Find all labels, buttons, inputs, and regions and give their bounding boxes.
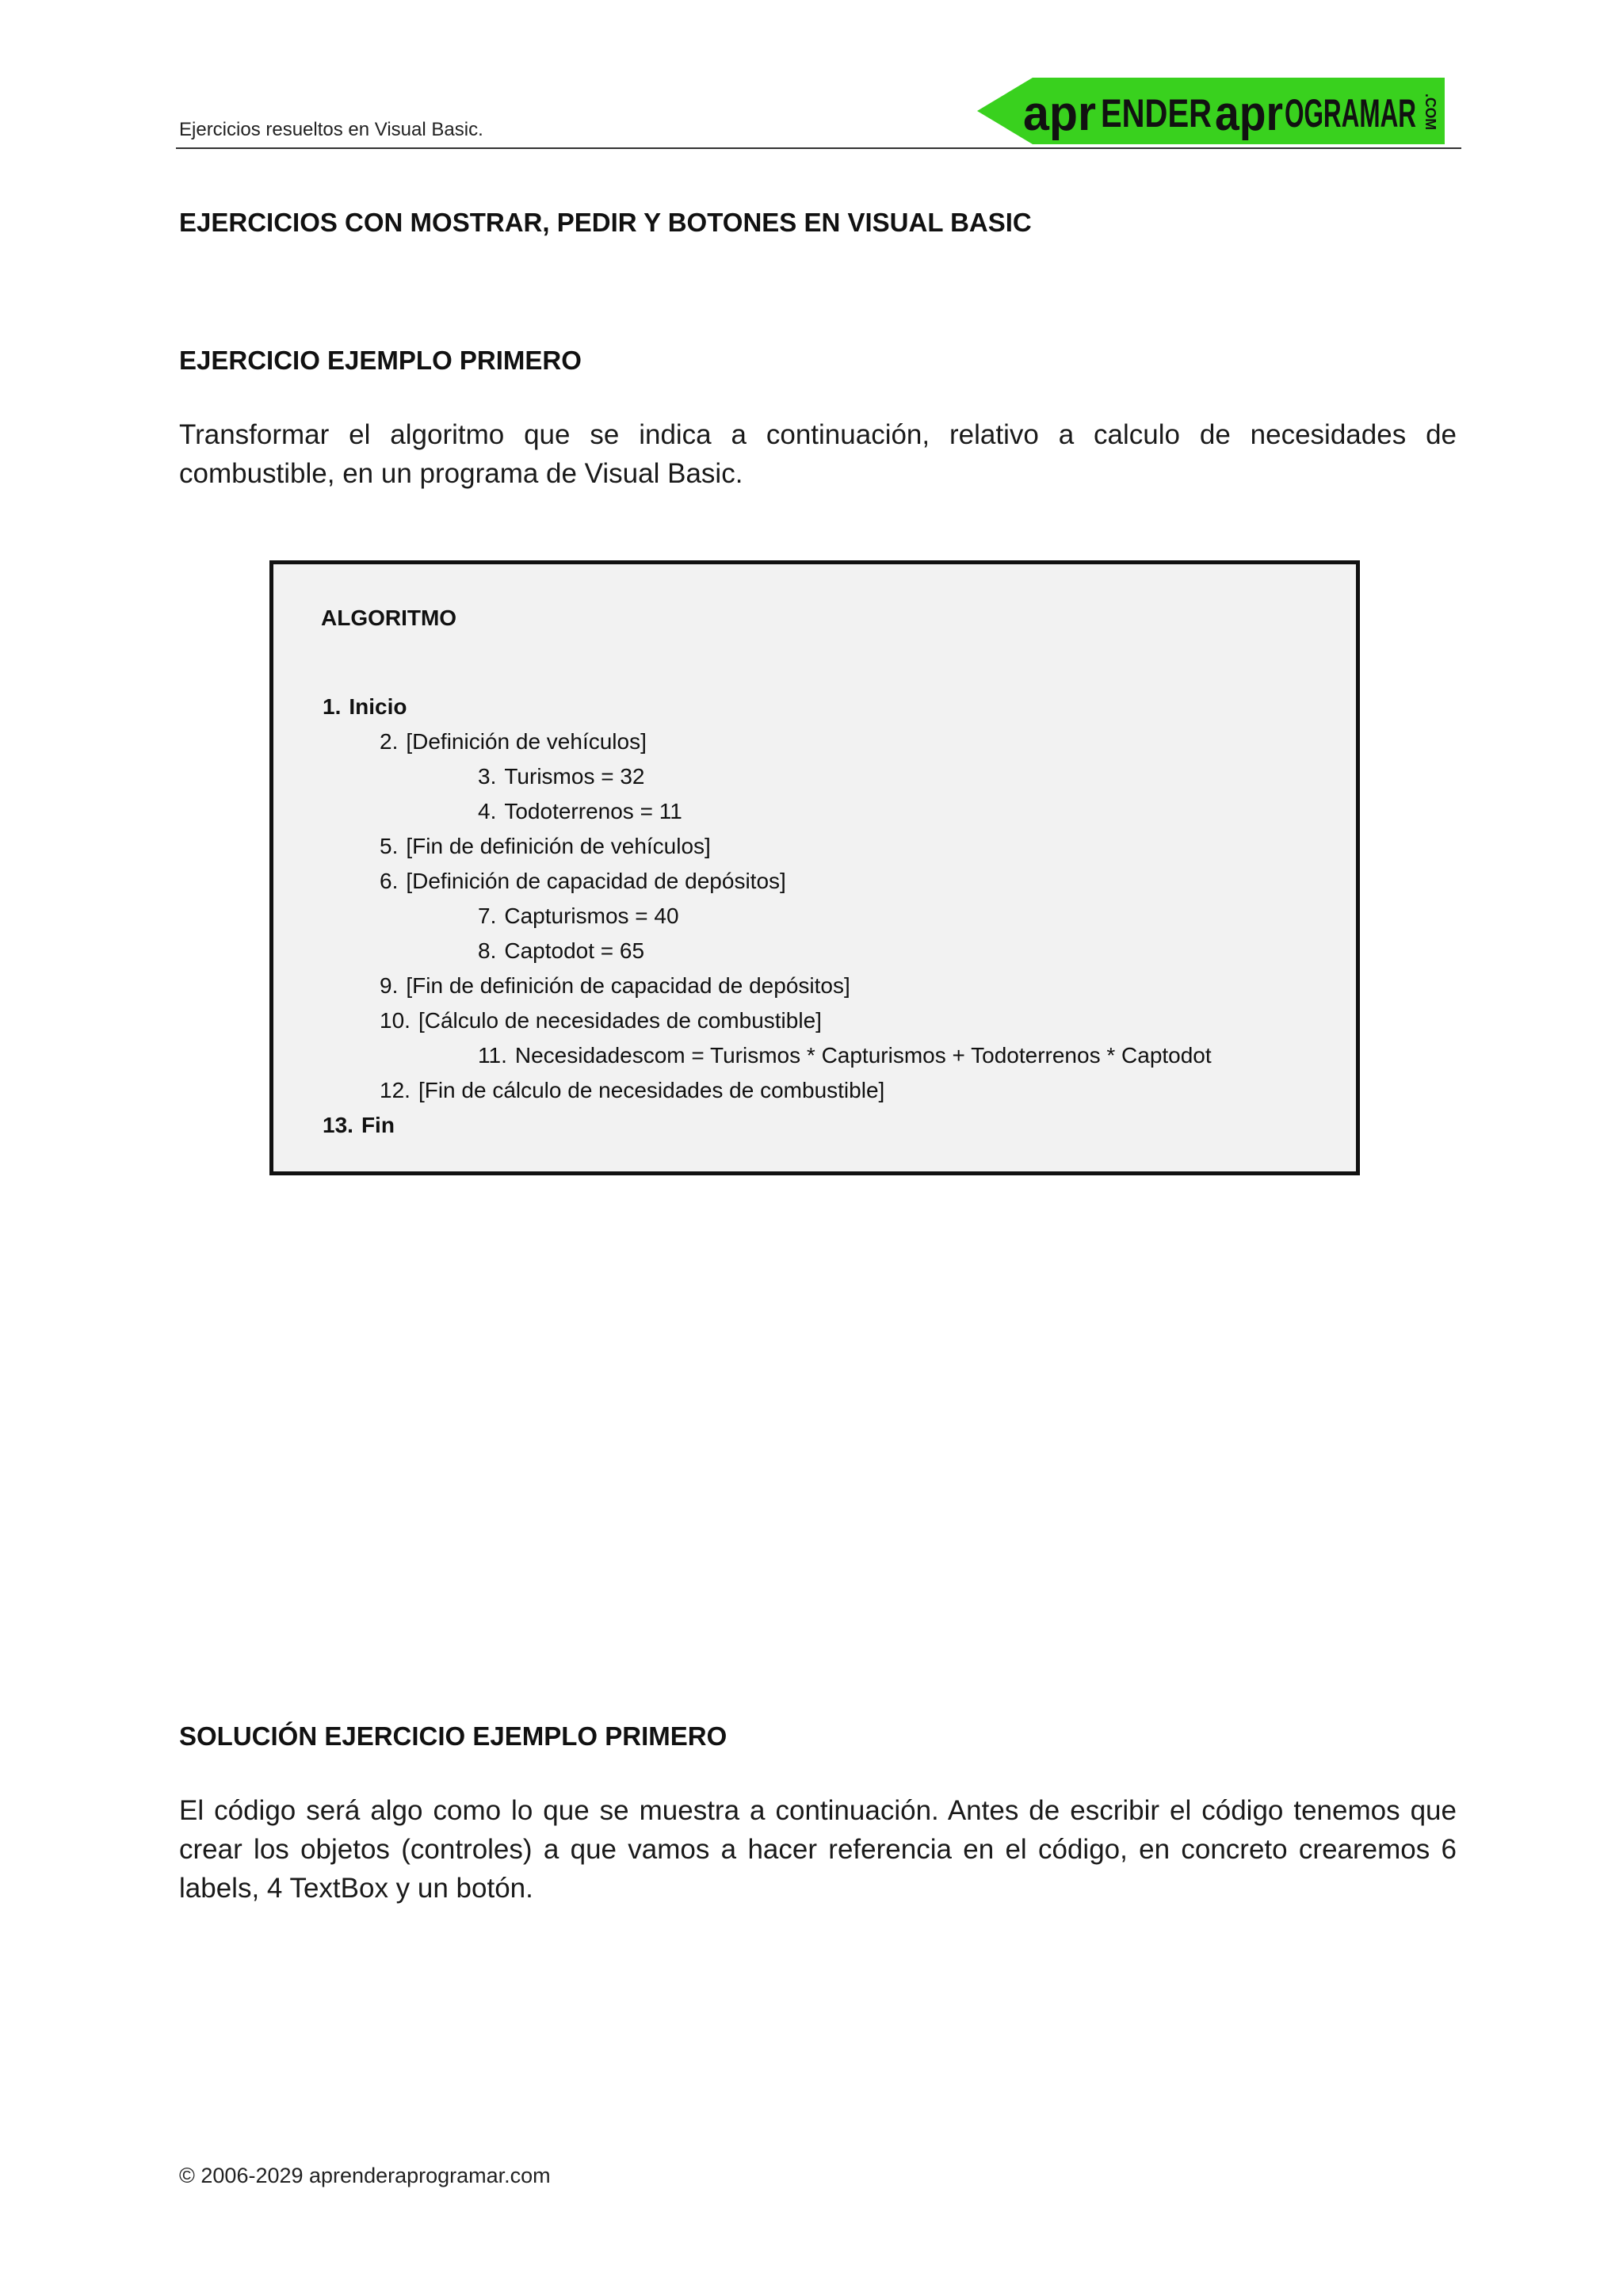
logo-text-part4: OGRAMAR xyxy=(1285,91,1416,136)
logo-text-part2: ENDER xyxy=(1101,91,1212,136)
copyright-footer: © 2006-2029 aprenderaprogramar.com xyxy=(179,2164,551,2187)
algorithm-step: 3. Turismos = 32 xyxy=(478,764,645,789)
exercise-paragraph xyxy=(179,415,1457,493)
algorithm-step: 12. [Fin de cálculo de necesidades de combustible] xyxy=(380,1078,885,1102)
algorithm-step: 7. Capturismos = 40 xyxy=(478,904,679,928)
algorithm-step: 1. Inicio xyxy=(323,694,407,719)
header-divider xyxy=(176,147,1461,149)
page-title: EJERCICIOS CON MOSTRAR, PEDIR Y BOTONES EN VISUAL BASIC xyxy=(179,208,1032,237)
running-header: Ejercicios resueltos en Visual Basic. xyxy=(179,119,483,140)
exercise-heading: EJERCICIO EJEMPLO PRIMERO xyxy=(179,346,582,375)
aprenderaprogramar-logo xyxy=(977,76,1445,146)
algorithm-step: 6. [Definición de capacidad de depósitos] xyxy=(380,869,786,893)
algorithm-box xyxy=(269,560,1360,1175)
solution-line-2: crear los objetos (controles) a que vamos a hacer referencia en el código, en concreto crearemos 6 xyxy=(179,1834,1457,1865)
algorithm-step: 13. Fin xyxy=(323,1113,395,1137)
algorithm-step: 5. [Fin de definición de vehículos] xyxy=(380,834,711,858)
solution-heading: SOLUCIÓN EJERCICIO EJEMPLO PRIMERO xyxy=(179,1721,727,1751)
algorithm-step: 9. [Fin de definición de capacidad de depósitos] xyxy=(380,973,850,998)
solution-paragraph xyxy=(179,1791,1457,1908)
algorithm-step: 8. Captodot = 65 xyxy=(478,938,645,963)
logo-text-part3: apr xyxy=(1215,86,1283,141)
algorithm-title: ALGORITMO xyxy=(321,606,457,630)
exercise-line-1: Transformar el algoritmo que se indica a continuación, relativo a calculo de necesidades de xyxy=(179,419,1457,450)
algorithm-step: 11. Necesidadescom = Turismos * Capturismos + Todoterrenos * Captodot xyxy=(478,1043,1212,1068)
algorithm-step: 4. Todoterrenos = 11 xyxy=(478,799,682,823)
logo-text-part5: .COM xyxy=(1423,94,1438,131)
algorithm-step: 2. [Definición de vehículos] xyxy=(380,729,647,754)
algorithm-step: 10. [Cálculo de necesidades de combustible] xyxy=(380,1008,822,1033)
solution-line-1: El código será algo como lo que se muestra a continuación. Antes de escribir el código tenemos que xyxy=(179,1795,1457,1826)
exercise-line-2: combustible, en un programa de Visual Basic. xyxy=(179,458,743,489)
logo-text-part1: apr xyxy=(1023,86,1096,141)
solution-line-3: labels, 4 TextBox y un botón. xyxy=(179,1873,533,1904)
